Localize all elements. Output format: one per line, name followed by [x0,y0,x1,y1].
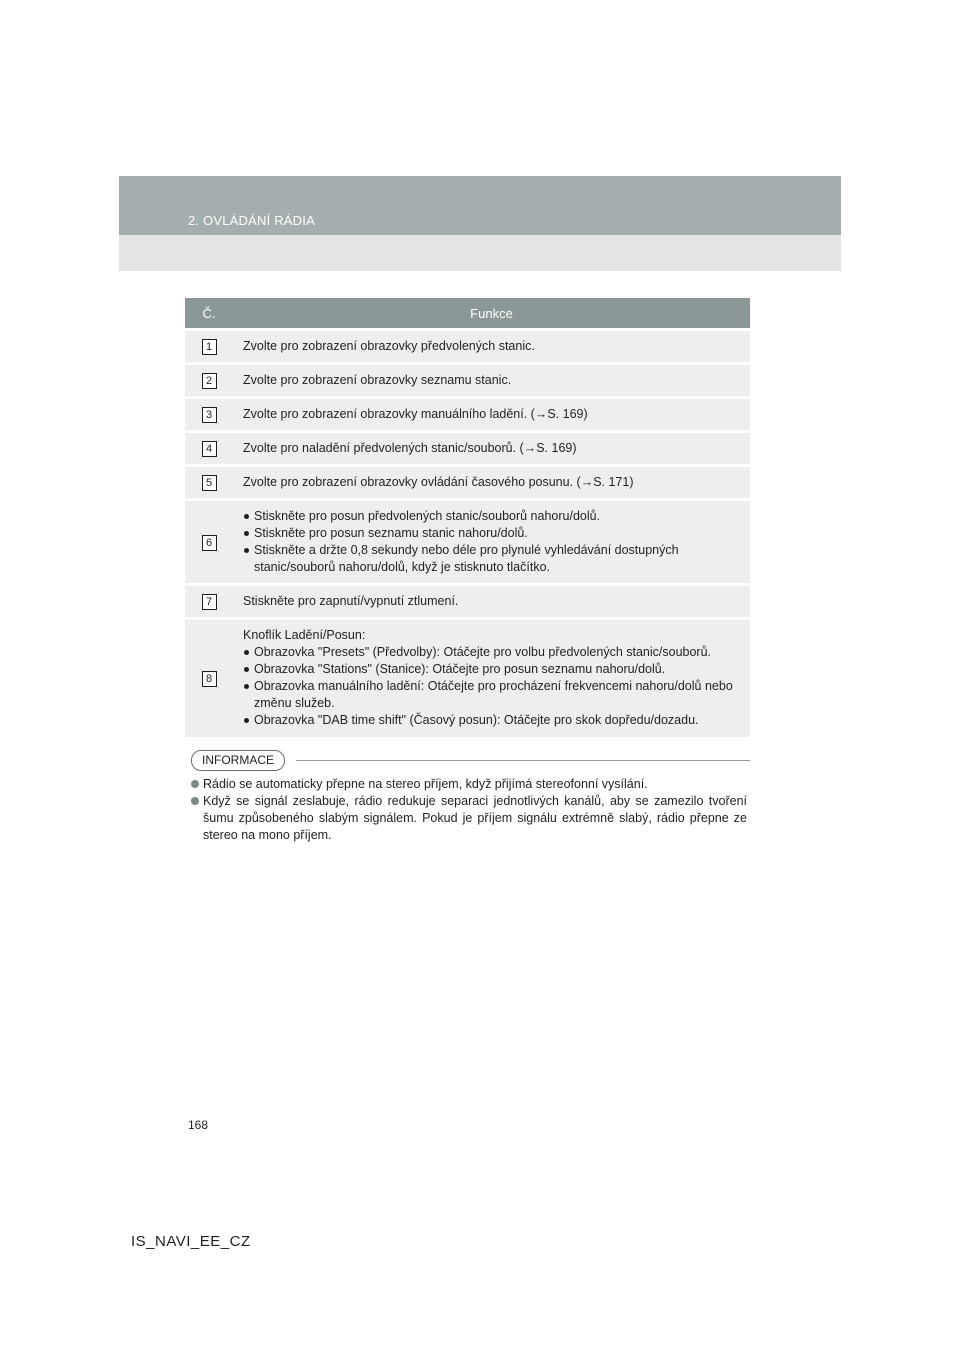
info-badge: INFORMACE [191,750,285,771]
list-item: Obrazovka "DAB time shift" (Časový posun): Otáčejte pro skok dopředu/dozadu. [243,712,742,729]
document-code: IS_NAVI_EE_CZ [131,1233,251,1250]
table-row [185,466,750,500]
table-row [185,619,750,737]
table-row [185,432,750,466]
info-divider [296,760,750,761]
page-number: 168 [188,1118,209,1132]
number-box: 5 [202,475,217,491]
row-number-cell [185,364,233,398]
info-item: Když se signál zeslabuje, rádio redukuje separaci jednotlivých kanálů, aby se zamezilo tvoření šumu způsobeného slabým signálem. Pokud je příjem signálu extrémně slabý, rádio přepne ze stereo na mono příjem. [191,793,747,844]
row-number-cell [185,619,233,737]
column-header-function: Funkce [233,298,750,330]
number-box: 3 [202,407,217,423]
row-description [233,619,750,737]
header-sub-band [119,235,841,271]
list-item: Stiskněte pro posun předvolených stanic/souborů nahoru/dolů. [243,508,742,525]
row-description: Stiskněte pro zapnutí/vypnutí ztlumení. [233,585,750,619]
row-description: Zvolte pro zobrazení obrazovky seznamu stanic. [233,364,750,398]
row-number-cell [185,398,233,432]
table-row [185,500,750,585]
number-box: 2 [202,373,217,389]
row-number-cell [185,330,233,364]
number-box: 4 [202,441,217,457]
row-number-cell [185,432,233,466]
row-number-cell [185,585,233,619]
list-item: Stiskněte pro posun seznamu stanic nahoru/dolů. [243,525,742,542]
info-item: Rádio se automaticky přepne na stereo příjem, když přijímá stereofonní vysílání. [191,776,747,793]
row-number-cell [185,466,233,500]
section-title: 2. OVLÁDÁNÍ RÁDIA [188,213,315,228]
row-intro: Knoflík Ladění/Posun: [243,628,366,643]
row-description [233,500,750,585]
list-item: Stiskněte a držte 0,8 sekundy nebo déle pro plynulé vyhledávání dostupných stanic/souborů nahoru/dolů, když je stisknuto tlačítko. [243,542,742,576]
table-header-row [185,298,750,330]
bullet-list [243,508,742,576]
number-box: 8 [202,671,217,687]
bullet-list [243,644,742,729]
row-number-cell [185,500,233,585]
row-description: Zvolte pro naladění předvolených stanic/souborů. (→S. 169) [233,432,750,466]
row-description: Zvolte pro zobrazení obrazovky předvolených stanic. [233,330,750,364]
number-box: 6 [202,535,217,551]
info-list [191,776,747,844]
list-item: Obrazovka manuálního ladění: Otáčejte pro procházení frekvencemi nahoru/dolů nebo změnu služeb. [243,678,742,712]
column-header-no: Č. [185,298,233,330]
table-row [185,398,750,432]
row-description: Zvolte pro zobrazení obrazovky manuálního ladění. (→S. 169) [233,398,750,432]
table-row [185,364,750,398]
list-item: Obrazovka "Presets" (Předvolby): Otáčejte pro volbu předvolených stanic/souborů. [243,644,742,661]
list-item: Obrazovka "Stations" (Stanice): Otáčejte pro posun seznamu nahoru/dolů. [243,661,742,678]
table-row [185,585,750,619]
function-table [185,298,750,737]
row-description: Zvolte pro zobrazení obrazovky ovládání časového posunu. (→S. 171) [233,466,750,500]
number-box: 7 [202,594,217,610]
table-row [185,330,750,364]
number-box: 1 [202,339,217,355]
